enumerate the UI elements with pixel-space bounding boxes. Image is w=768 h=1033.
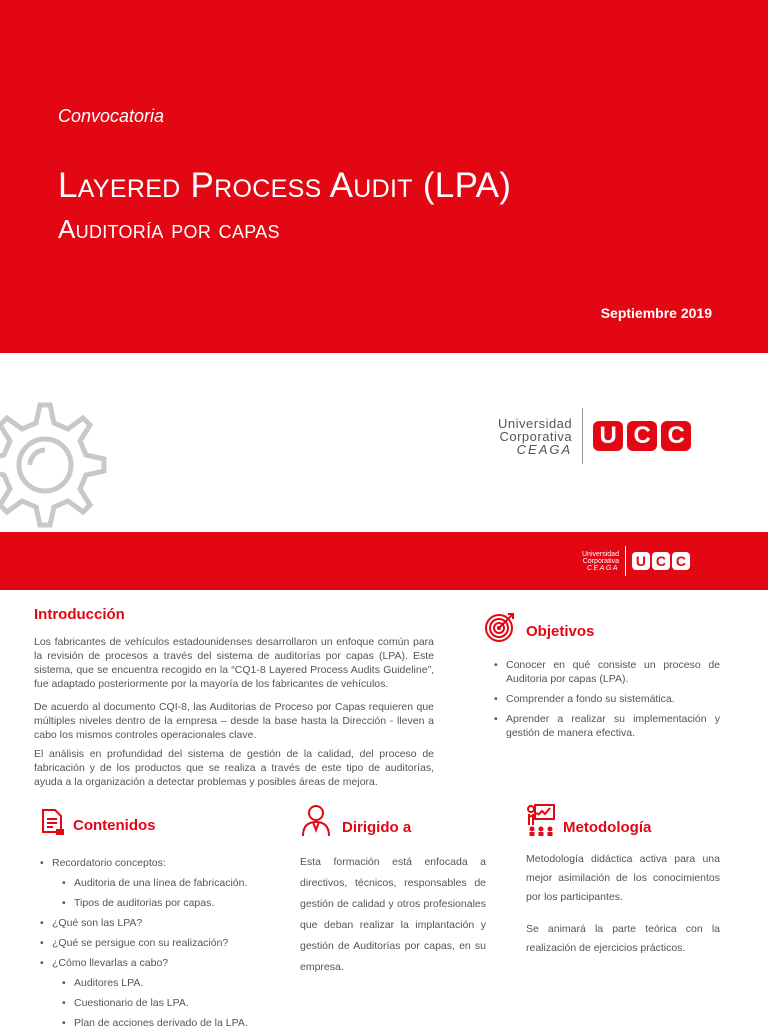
list-item: • Tipos de auditorias por capas. (40, 893, 280, 913)
contenidos-title: Contenidos (73, 817, 156, 834)
ucc-mark (593, 421, 691, 451)
logo-line-1: Universidad (498, 415, 573, 431)
presentation-icon (526, 803, 556, 837)
target-icon (484, 611, 516, 643)
ucc-mark-small (632, 552, 690, 570)
ucc-letter: C (627, 421, 657, 451)
ucc-letter: U (632, 552, 650, 570)
objetivos-list (494, 658, 720, 740)
logo-line-2: Corporativa (499, 428, 573, 444)
gear-icon (0, 395, 110, 535)
list-item: • ¿Cómo llevarlas a cabo? (40, 953, 280, 973)
page-subtitle: Auditoría por capas (58, 214, 280, 244)
list-item: • Auditoria de una línea de fabricación. (40, 873, 280, 893)
logo-divider (625, 546, 626, 576)
metodologia-paragraph-2: Se animará la parte teórica con la realización de ejercicios prácticos. (526, 923, 720, 954)
objetivos-title: Objetivos (526, 623, 595, 640)
date: Septiembre 2019 (600, 305, 712, 321)
document-icon (40, 808, 66, 838)
ucc-letter: U (593, 421, 623, 451)
list-item: • Recordatorio conceptos: (40, 853, 280, 873)
ucc-logo (498, 408, 691, 464)
list-item: • Auditores LPA. (40, 973, 280, 993)
list-item: • ¿Qué se persigue con su realización? (40, 933, 280, 953)
logo-line-1: Universidad (582, 550, 619, 558)
dirigido-title: Dirigido a (342, 819, 412, 836)
logo-line-3: CEAGA (586, 564, 619, 572)
intro-paragraph-1: Los fabricantes de vehículos estadounidenses desarrollaron un enfoque común para la revisión de procesos a través del sistema de auditorías por capas (LPA). Este sistema, que se encuentra recogido en la “CQ1-8 Layered Process Audits Guideline”, fue adaptado posteriormente por la mayoría de los fabricantes de vehículos. (34, 636, 434, 690)
logo-line-3: CEAGA (516, 441, 573, 457)
dirigido-text: Esta formación está enfocada a directivos, técnicos, responsables de gestión de calidad y otros profesionales que deban realizar la implantación y gestión de Auditorías por capas, en su empresa. (300, 856, 486, 973)
ucc-letter: C (672, 552, 690, 570)
list-item: • Conocer en qué consiste un proceso de Auditoria por capas (LPA). (494, 658, 720, 686)
metodologia-title: Metodología (563, 819, 652, 836)
contenidos-list (40, 853, 280, 1033)
person-icon (300, 803, 332, 837)
intro-title: Introducción (34, 606, 125, 623)
list-item: • ¿Qué son las LPA? (40, 913, 280, 933)
ucc-letter: C (661, 421, 691, 451)
intro-paragraph-3: El análisis en profundidad del sistema de gestión de la calidad, del proceso de fabricación y de los productos que se realiza a través de este tipo de auditorías, ayuda a la organización a detectar problemas y posibles áreas de mejora. (34, 748, 434, 788)
ucc-logo-small (582, 546, 690, 576)
page-title: Layered Process Audit (LPA) (58, 166, 512, 205)
list-item: • Plan de acciones derivado de la LPA. (40, 1013, 280, 1033)
ucc-letter: C (652, 552, 670, 570)
list-item: • Aprender a realizar su implementación y gestión de manera efectiva. (494, 712, 720, 740)
kicker: Convocatoria (58, 106, 165, 126)
metodologia-paragraph-1: Metodología didáctica activa para una mejor asimilación de los conocimientos por los participantes. (526, 853, 720, 903)
list-item: • Comprender a fondo su sistemática. (494, 692, 720, 706)
logo-line-2: Corporativa (582, 557, 619, 565)
intro-paragraph-2: De acuerdo al documento CQI-8, las Auditorias de Proceso por Capas requieren que múltiples niveles dentro de la empresa – desde la base hasta la Dirección - lleven a cabo los mismos controles operacionales clave. (34, 701, 434, 741)
logo-divider (582, 408, 583, 464)
header-banner (0, 0, 768, 353)
list-item: • Cuestionario de las LPA. (40, 993, 280, 1013)
